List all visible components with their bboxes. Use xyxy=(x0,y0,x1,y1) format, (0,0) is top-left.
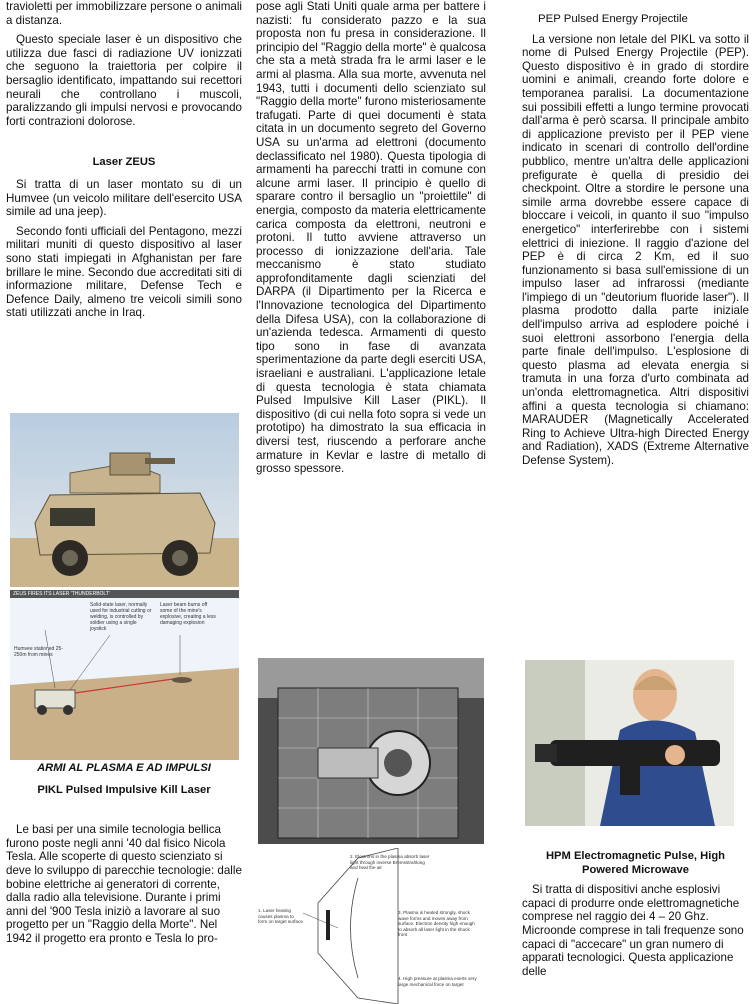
heading-plasma: ARMI AL PLASMA E AD IMPULSI xyxy=(37,762,211,774)
diagram-label: 1. Laser heating causes plasma to form on target surface xyxy=(258,908,303,925)
heading-hpm: HPM Electromagnetic Pulse, High Powered Microwave xyxy=(545,850,726,876)
column-3-lower xyxy=(522,850,749,984)
column-3 xyxy=(522,0,749,474)
column-2 xyxy=(256,0,486,482)
paragraph: Secondo fonti ufficiali del Pentagono, mezzi militari muniti di questo dispositivo al laser sono stati impiegati in Afghanistan per fare brillare le mine. Secondo due accreditati siti di informazione militare, Defense Tech e Defence Daily, almeno tre veicoli simili sono stati utilizzati anche in Iraq. xyxy=(6,224,242,320)
column-1-lower xyxy=(6,762,242,952)
diagram-label: Solid-state laser, normally used for industrial cutting or welding, is controlled by soldier using a single joystick xyxy=(90,602,152,632)
paragraph: Si tratta di un laser montato su di un Humvee (un veicolo militare dell'esercito USA simile ad una jeep). xyxy=(6,177,242,219)
column-1 xyxy=(6,0,242,326)
diagram-label: 3. Plasma is heated strongly, shock wave forms and moves away from surface. Electron density high enough to absorb all laser light in the shock front xyxy=(398,910,475,938)
paragraph: La versione non letale del PIKL va sotto il nome di Pulsed Energy Projectile (PEP). Questo dispositivo è in grado di stordire uomini e animali, creando forte dolore e temporanea paralisi. La documentazione sui possibili effetti a lungo termine provocati dall'arma è però scarsa. Il principale ambito di applicazione previsto per il PEP viene indicato in scenari di controllo dell'ordine pubblico, mentre un'altra delle applicazioni prefigurate è quella di presidio dei checkpoint. Oltre a stordire le persone una simile arma dovrebbe essere capace di bloccare i veicoli, in quanto il suo "impulso energetico" interferirebbe con i sistemi elettrici di iniezione. Il raggio d'azione del PEP è di circa 2 Km, ed il suo funzionamento si basa sull'emissione di un impulso laser ad infrarossi (mediante l'impiego di un "deutorium fluoride laser"). Il plasma prodotto dalla parte iniziale dell'impulso arriva ad esplodere poiché i suoi elettroni assorbono l'energia della parte finale dell'impulso. L'esplosione di questo plasma ad elevata energia si tramuta in una forza d'urto combinata ad un'onda elettromagnetica. Altri dispositivi affini a questa tecnologia si chiamano: MARAUDER (Magnetically Accelerated Ring to Achieve Ultra-high Directed Energy and Radiation), XADS (Extreme Alternative Defense System). xyxy=(522,32,749,467)
diagram-label: 4. High pressure at plasma exerts very large mechanical force on target xyxy=(398,976,477,987)
diagram-label: 2. Electrons in the plasma absorb laser light through inverse Bremsstrahlung and heat the air xyxy=(350,854,430,871)
pikl-prototype-photo xyxy=(258,658,484,844)
heading-pep: PEP Pulsed Energy Projectile xyxy=(538,13,688,25)
zeus-humvee-photo xyxy=(10,413,239,587)
paragraph: travioletti per immobilizzare persone o animali a distanza. xyxy=(6,0,242,27)
diagram-caption: ZEUS FIRES ITS LASER 'THUNDERBOLT' xyxy=(10,590,239,598)
heading-pikl: PIKL Pulsed Impulsive Kill Laser xyxy=(37,783,211,796)
paragraph: Questo speciale laser è un dispositivo che utilizza due fasci di radiazione UV ionizzati che seguono la traiettoria per colpire il bersaglio identificato, impattando sui recettori neurali che controllano i muscoli, paralizzando gli impulsi nervosi e provocando forti contrazioni dolorose. xyxy=(6,33,242,128)
diagram-label: Laser beam burns off some of the mine's explosive, creating a less damaging explosion xyxy=(160,602,216,626)
diagram-label: Humvee stationed 25-250m from mines xyxy=(14,646,63,658)
paragraph: Si tratta di dispositivi anche esplosivi capaci di produrre onde elettromagnetiche comprese nel raggio dei 4 – 20 Ghz. Microonde comprese in tali frequenze sono capaci di "accecare" un gran numero di apparati tecnologici. Questa applicazione delle xyxy=(522,883,744,978)
paragraph: Le basi per una simile tecnologia bellica furono poste negli anni '40 dal fisico Nicola Tesla. Alle scoperte di questo scienziato si deve lo sviluppo di parecchie tecnologie: dalle bobine elettriche ai generatori di corrente, dalla radio alla televisione. Durante i primi anni del '900 Tesla iniziò a lavorare al suo progetto per un "Raggio della Morte". Nel 1942 il progetto era pronto e Tesla lo pro- xyxy=(6,823,242,945)
pep-weapon-photo xyxy=(525,660,734,826)
plasma-diagram xyxy=(258,848,484,1004)
heading-laser-zeus: Laser ZEUS xyxy=(92,156,156,169)
zeus-diagram xyxy=(10,590,239,760)
paragraph: pose agli Stati Uniti quale arma per battere i nazisti: fu considerato pazzo e la sua proposta non fu presa in considerazione. Il principio del "Raggio della morte" è qualcosa che sta a metà strada fra le armi laser e le armi al plasma. Alla sua morte, avvenuta nel 1943, tutti i documenti dello scienziato sul "Raggio della morte" furono misteriosamente trafugati. Parte di quei documenti è stata citata in un documento segreto del Governo USA su un'arma ad elettroni (documento declassificato nel 1980). Questa tipologia di armamenti ha parecchi tratti in comune con alcune armi laser. Il principio è quello di sparare contro il bersaglio un "proiettile" di energia, composto da materia elettricamente carica composta da elettroni, neutroni e protoni. Il tutto avviene attraverso un processo di ionizzazione dell'aria. Tale meccanismo è stato studiato approfonditamente dagli scienziati del DARPA (il Dipartimento per la Ricerca e l'Innovazione tecnologica del Dipartimento della Difesa USA), con la collaborazione di un'azienda tedesca. Armamenti di questo tipo sono in fase di avanzata sperimentazione da parte degli eserciti USA, israeliani e australiani. L'applicazione letale di questa tecnologia è stata chiamata Pulsed Impulsive Kill Laser (PIKL). Il dispositivo (di cui nella foto sopra si vede un prototipo) ha dimostrato la sua efficacia in diversi test, riuscendo a perforare anche armature in Kevlar e lastre di metallo di grosso spessore. xyxy=(256,0,486,476)
